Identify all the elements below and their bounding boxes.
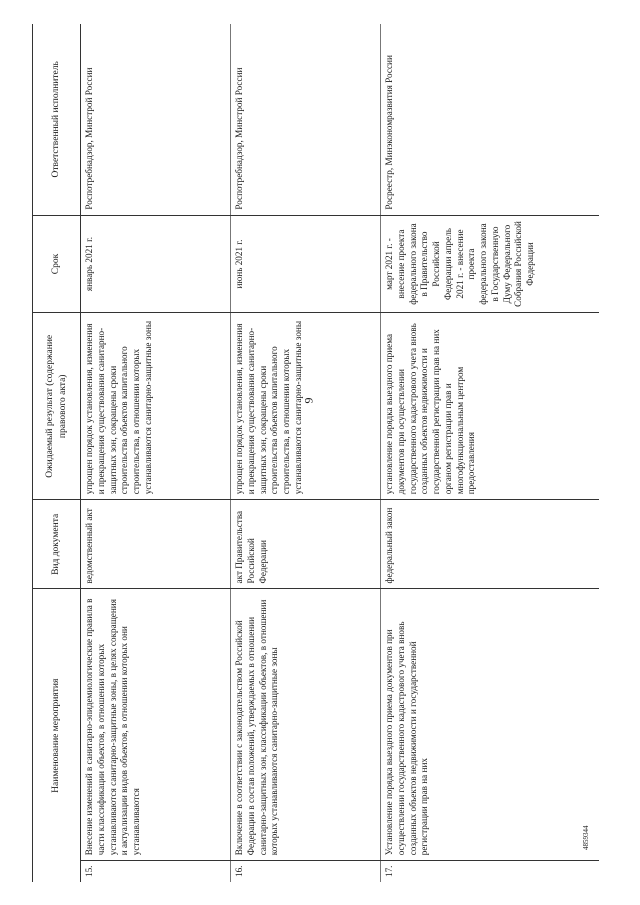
table-row [231,24,381,882]
row-name: Внесение изменений в санитарно-эпидемиологические правила в части классификации объектов, в отношении которых устанавливаются санитарно-защитные зоны, в целях сокращения и актуализации видов объектов, в отношении которых они устанавливаются [81,589,231,861]
row-doc-type: акт Правительства Российской Федерации [231,500,381,589]
header-name: Наименование мероприятия [33,589,81,882]
row-number: 15. [84,865,94,877]
header-doc-type: Вид документа [33,500,81,589]
row-executor: Роспотребнадзор, Минстрой России [231,24,381,215]
measures-table [32,24,599,882]
row-doc-type: ведомственный акт [81,500,231,589]
table-header-row [33,24,81,882]
page-number: 9 [301,397,316,404]
row-term: март 2021 г. - внесение проекта федерального закона в Правительство Российской Федерации апрель 2021 г. - внесение проекта федерального закона в Государственную Думу Федерального Собрания Российской Федерации [381,215,599,313]
row-term: январь 2021 г. [81,215,231,313]
table-row [81,24,231,882]
row-executor: Росреестр, Минэкономразвития России [381,24,599,215]
row-executor: Роспотребнадзор, Минстрой России [81,24,231,215]
rotated-table-container [32,24,598,882]
row-number: 17. [381,861,599,882]
row-doc-type: федеральный закон [381,500,599,589]
row-term: июнь 2021 г. [231,215,381,313]
row-name: Установление порядка выездного приема документов при осуществлении государственного кадастрового учета вновь созданных объектов недвижимости и государственной регистрации прав на них [381,589,599,861]
row-result: упрощен порядок установления, изменения и прекращения существования санитарно-защитных зон, сокращены сроки строительства объектов капитального строительства, в отношении которых устанавливаются санитарно-защитные зоны [231,313,381,500]
header-term: Срок [33,215,81,313]
header-executor: Ответственный исполнитель [33,24,81,215]
row-result: установление порядка выездного приема документов при осуществлении государственного кадастрового учета вновь созданных объектов недвижимости и государственной регистрации прав на них органом регистрации прав и многофункциональным центром предоставления [381,313,599,500]
row-name: Включение в соответствии с законодательством Российской Федерации в состав положений, утверждаемых в отношении санитарно-защитных зон, классификации объектов, в отношении которых устанавливаются санитарно-защитные зоны [231,589,381,861]
header-result: Ожидаемый результат (содержание правового акта) [33,313,81,500]
table-row [381,24,599,882]
row-result: упрощен порядок установления, изменения и прекращения существования санитарно-защитных зон, сокращены сроки строительства объектов капитального строительства, в отношении которых устанавливаются санитарно-защитные зоны [81,313,231,500]
row-number: 16. [231,861,381,882]
document-id: 4859344 [582,825,590,850]
